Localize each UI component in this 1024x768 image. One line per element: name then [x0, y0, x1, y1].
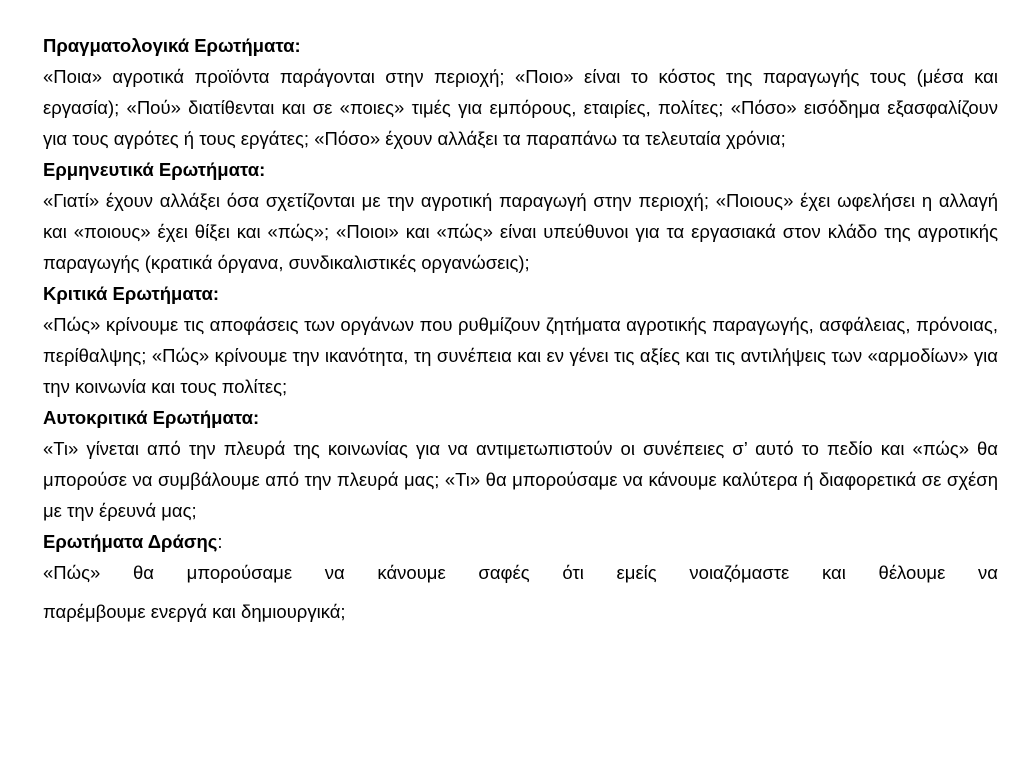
heading-self-critical-questions: Αυτοκριτικά Ερωτήματα:	[43, 407, 260, 428]
body-interpretive-questions: «Γιατί» έχουν αλλάξει όσα σχετίζονται με την αγροτική παραγωγή στην περιοχή; «Ποιους» έχει ωφελήσει η αλλαγή και «ποιους» έχει θίξει και «πώς»; «Ποιοι» και «πώς» είναι υπεύθυνοι για τα εργασιακά στον κλάδο της αγροτικής παραγωγής (κρατικά όργανα, συνδικαλιστικές οργανώσεις);	[43, 190, 998, 273]
body-critical-questions: «Πώς» κρίνουμε τις αποφάσεις των οργάνων που ρυθμίζουν ζητήματα αγροτικής παραγωγής, ασφάλειας, πρόνοιας, περίθαλψης; «Πώς» κρίνουμε την ικανότητα, τη συνέπεια και εν γένει τις αξίες και τις αντιλήψεις των «αρμοδίων» για την κοινωνία και τους πολίτες;	[43, 314, 998, 397]
body-action-questions-line1: «Πώς» θα μπορούσαμε να κάνουμε σαφές ότι εμείς νοιαζόμαστε και θέλουμε να	[43, 562, 998, 583]
body-action-questions-line2: παρέμβουμε ενεργά και δημιουργικά;	[43, 601, 346, 622]
paragraph-gap	[43, 588, 998, 596]
body-action-questions	[43, 557, 998, 627]
heading-action-questions-text: Ερωτήματα Δράσης	[43, 531, 218, 552]
heading-action-questions-colon: :	[217, 531, 223, 552]
heading-critical-questions: Κριτικά Ερωτήματα:	[43, 283, 219, 304]
body-factual-questions: «Ποια» αγροτικά προϊόντα παράγονται στην περιοχή; «Ποιο» είναι το κόστος της παραγωγής τους (μέσα και εργασία); «Πού» διατίθενται και σε «ποιες» τιμές για εμπόρους, εταιρίες, πολίτες; «Πόσο» εισόδημα εξασφαλίζουν για τους αγρότες ή τους εργάτες; «Πόσο» έχουν αλλάξει τα παραπάνω τα τελευταία χρόνια;	[43, 66, 998, 149]
body-self-critical-questions: «Τι» γίνεται από την πλευρά της κοινωνίας για να αντιμετωπιστούν οι συνέπειες σ’ αυτό το πεδίο και «πώς» θα μπορούσε να συμβάλουμε από την πλευρά μας; «Τι» θα μπορούσαμε να κάνουμε καλύτερα ή διαφορετικά σε σχέση με την έρευνά μας;	[43, 438, 998, 521]
document-page	[43, 30, 998, 627]
heading-action-questions	[43, 526, 998, 557]
heading-interpretive-questions: Ερμηνευτικά Ερωτήματα:	[43, 159, 266, 180]
heading-factual-questions: Πραγματολογικά Ερωτήματα:	[43, 35, 301, 56]
